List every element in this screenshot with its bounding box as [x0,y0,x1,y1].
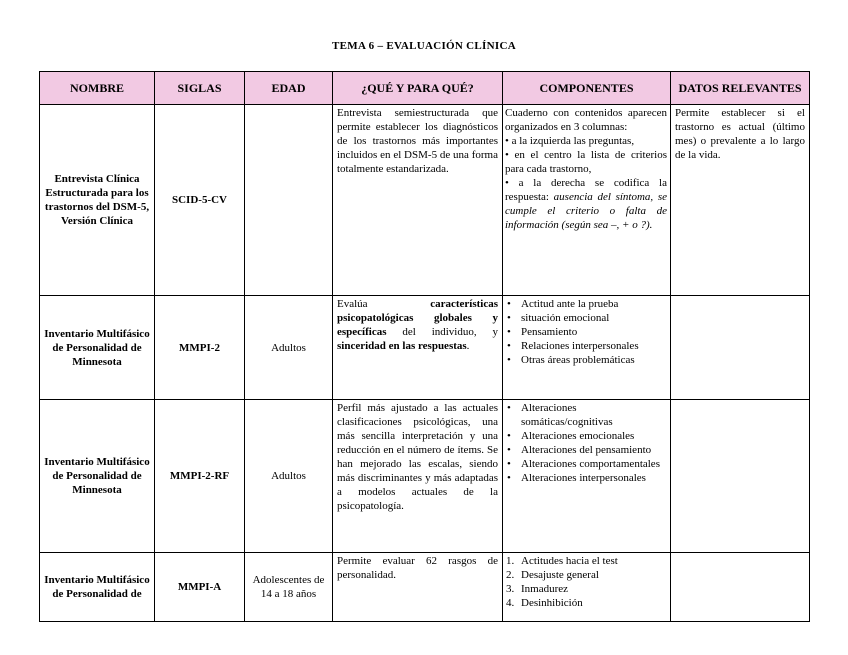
cell-que: Entrevista semiestructurada que permite establecer los diagnósticos de los trastornos más importantes incluidos en el DSM-5 de una forma totalmente estandarizada. [333,105,503,296]
list-number: 3. [506,583,515,595]
cell-nombre: Inventario Multifásico de Personalidad de Minnesota [40,296,155,400]
list-item [505,582,667,596]
list-item: • Alteraciones comportamentales [505,457,667,471]
componentes-line-text: • a la derecha se codifica la respuesta: [505,177,667,203]
cell-datos: Permite establecer si el trastorno es actual (último mes) o prevalente a lo largo de la vida. [671,105,810,296]
cell-edad [245,105,333,296]
cell-siglas: MMPI-A [155,553,245,622]
cell-nombre: Inventario Multifásico de Personalidad de [40,553,155,622]
componentes-line: • en el centro la lista de criterios para cada trastorno, [505,149,667,175]
list-item: • Alteraciones somáticas/cognitivas [505,401,667,429]
list-item: • Alteraciones del pensamiento [505,443,667,457]
cell-edad: Adultos [245,296,333,400]
list-item: • Alteraciones emocionales [505,429,667,443]
header-datos: DATOS RELEVANTES [671,72,810,105]
que-bold-text: características psicopatológicas globales y específicas [337,298,498,338]
table-header-row [40,72,810,105]
list-item: • Otras áreas problemáticas [505,353,667,367]
cell-datos [671,296,810,400]
list-item: • situación emocional [505,311,667,325]
que-text: Evalúa [337,298,431,310]
componentes-line [505,176,667,232]
header-que: ¿QUÉ Y PARA QUÉ? [333,72,503,105]
cell-que: Permite evaluar 62 rasgos de personalidad. [333,553,503,622]
cell-siglas: MMPI-2 [155,296,245,400]
list-text: Desinhibición [521,597,583,609]
componentes-italic-text: ausencia del síntoma, se cumple el criterio o falta de información (según sea –, + o ?). [505,191,668,231]
cell-siglas: SCID-5-CV [155,105,245,296]
list-item [505,568,667,582]
list-number: 2. [506,569,515,581]
cell-edad: Adultos [245,400,333,553]
evaluation-table [39,71,810,622]
que-text: del individuo, y [386,326,498,338]
list-text: Actitudes hacia el test [521,555,618,567]
table-row [40,400,810,553]
list-number: 1. [506,555,515,567]
cell-datos [671,400,810,553]
cell-nombre: Entrevista Clínica Estructurada para los trastornos del DSM-5, Versión Clínica [40,105,155,296]
que-bold-text: sinceridad en las respuestas [337,340,467,352]
table-row [40,105,810,296]
cell-que: Perfil más ajustado a las actuales clasificaciones psicológicas, una más sencilla interpretación y una reducción en el número de ítems. Se han mejorado las escalas, siendo más discriminantes y más adaptadas a modelos actuales de la psicopatología. [333,400,503,553]
cell-componentes [503,553,671,622]
que-text: . [466,340,470,352]
componentes-line: • a la izquierda las preguntas, [505,135,635,147]
cell-componentes [503,400,671,553]
list-text: Desajuste general [521,569,599,581]
table-row [40,296,810,400]
page-title: TEMA 6 – EVALUACIÓN CLÍNICA [332,40,516,52]
componentes-list [505,401,667,485]
componentes-intro: Cuaderno con contenidos aparecen organizados en 3 columnas: [505,107,667,133]
cell-datos [671,553,810,622]
list-item: • Alteraciones interpersonales [505,471,667,485]
header-siglas: SIGLAS [155,72,245,105]
table-row [40,553,810,622]
header-edad: EDAD [245,72,333,105]
header-nombre: NOMBRE [40,72,155,105]
list-item: • Pensamiento [505,325,667,339]
list-item [505,554,667,568]
cell-componentes [503,105,671,296]
componentes-list [505,297,667,367]
list-item: • Actitud ante la prueba [505,297,667,311]
header-componentes: COMPONENTES [503,72,671,105]
cell-componentes [503,296,671,400]
cell-nombre: Inventario Multifásico de Personalidad de Minnesota [40,400,155,553]
list-item: • Relaciones interpersonales [505,339,667,353]
cell-edad: Adolescentes de 14 a 18 años [245,553,333,622]
list-item [505,596,667,610]
cell-que [333,296,503,400]
list-text: Inmadurez [521,583,569,595]
list-number: 4. [506,597,515,609]
cell-siglas: MMPI-2-RF [155,400,245,553]
componentes-list [505,554,667,610]
